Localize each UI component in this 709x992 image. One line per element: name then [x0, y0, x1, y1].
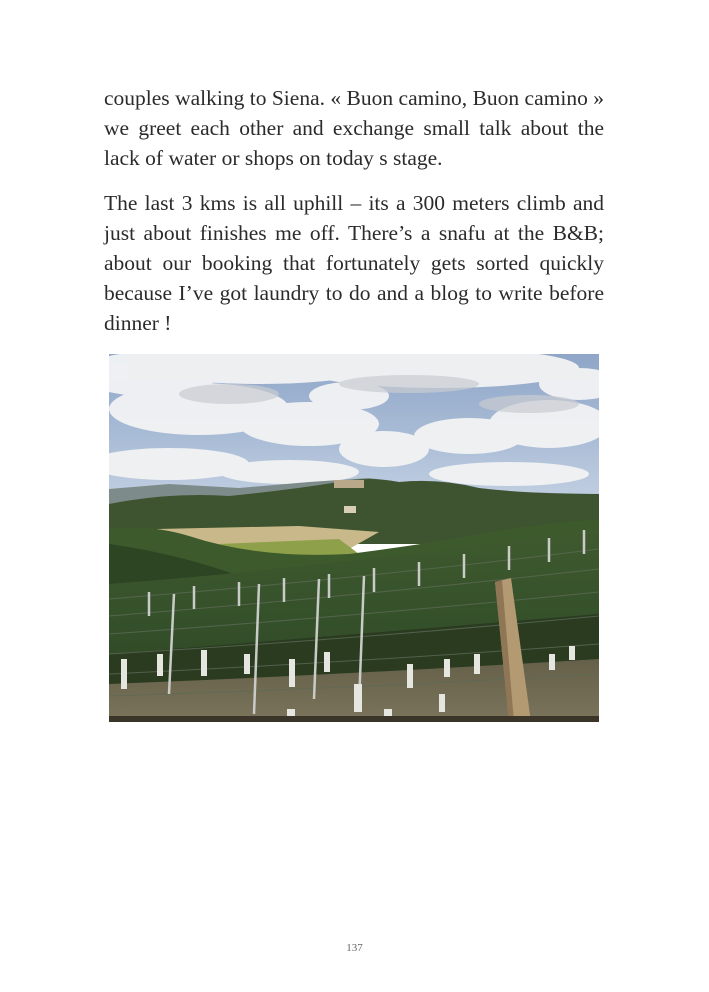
body-paragraph-1: couples walking to Siena. « Buon camino, Buon camino » we greet each other and exchange small talk about the lack of water or shops on today s stage. [104, 86, 604, 170]
body-paragraph-2: The last 3 kms is all uphill – its a 300 meters climb and just about finishes me off. There’s a snafu at the B&B; about our booking that fortunately gets sorted quickly because I’ve got laundry to do and a blog to write before dinner ! [104, 191, 604, 335]
vineyard-photo [109, 354, 599, 722]
page-number: 137 [346, 942, 363, 954]
